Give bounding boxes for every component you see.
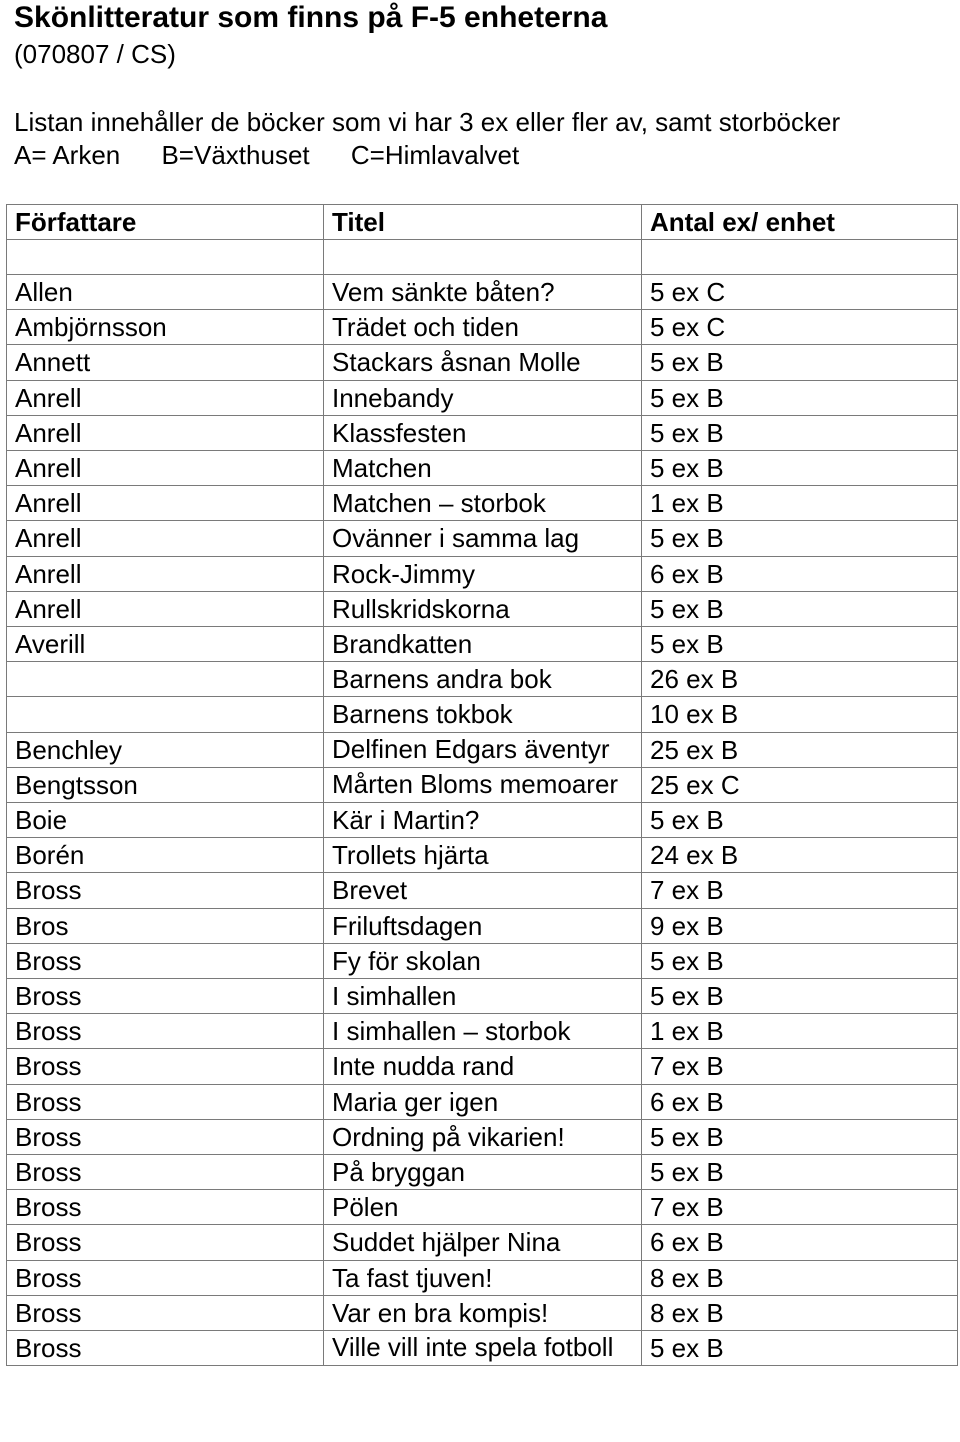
cell-title: Ordning på vikarien! xyxy=(324,1119,642,1154)
table-row xyxy=(7,1155,958,1190)
cell-author: Averill xyxy=(7,627,324,662)
cell-author: Bross xyxy=(7,1260,324,1295)
cell-author: Anrell xyxy=(7,486,324,521)
book-table xyxy=(6,204,958,1366)
cell-author: Anrell xyxy=(7,415,324,450)
cell-title: Vem sänkte båten? xyxy=(324,275,642,310)
cell-count: 5 ex B xyxy=(642,979,958,1014)
cell-title: Pölen xyxy=(324,1190,642,1225)
cell-count: 6 ex B xyxy=(642,1084,958,1119)
spacer-cell xyxy=(7,240,324,275)
table-row xyxy=(7,627,958,662)
cell-count: 7 ex B xyxy=(642,1049,958,1084)
cell-author: Bros xyxy=(7,908,324,943)
cell-count: 5 ex B xyxy=(642,1155,958,1190)
cell-title: Innebandy xyxy=(324,380,642,415)
cell-author: Boie xyxy=(7,803,324,838)
cell-author: Bross xyxy=(7,1049,324,1084)
cell-author: Bross xyxy=(7,943,324,978)
cell-author: Bross xyxy=(7,1295,324,1330)
cell-title: På bryggan xyxy=(324,1155,642,1190)
cell-title: Friluftsdagen xyxy=(324,908,642,943)
cell-author: Anrell xyxy=(7,591,324,626)
table-row xyxy=(7,803,958,838)
cell-author: Bross xyxy=(7,1225,324,1260)
table-row xyxy=(7,1225,958,1260)
cell-author: Borén xyxy=(7,838,324,873)
cell-count: 7 ex B xyxy=(642,873,958,908)
cell-count: 5 ex B xyxy=(642,943,958,978)
table-row xyxy=(7,943,958,978)
cell-count: 5 ex B xyxy=(642,1119,958,1154)
cell-count: 7 ex B xyxy=(642,1190,958,1225)
cell-author: Bross xyxy=(7,1155,324,1190)
table-row xyxy=(7,697,958,732)
cell-author: Allen xyxy=(7,275,324,310)
cell-title: Trädet och tiden xyxy=(324,310,642,345)
table-body xyxy=(7,240,958,1366)
table-row xyxy=(7,979,958,1014)
legend-item-a: A= Arken xyxy=(14,140,121,170)
cell-author: Bengtsson xyxy=(7,767,324,802)
page-title: Skönlitteratur som finns på F-5 enheterna xyxy=(14,1,608,34)
table-row xyxy=(7,767,958,802)
legend-item-c: C=Himlavalvet xyxy=(350,140,520,170)
legend-item-b: B=Växthuset xyxy=(161,140,310,170)
cell-title: Matchen – storbok xyxy=(324,486,642,521)
table-row xyxy=(7,1331,958,1366)
cell-title: Barnens andra bok xyxy=(324,662,642,697)
cell-author: Benchley xyxy=(7,732,324,767)
spacer-cell xyxy=(324,240,642,275)
cell-author: Bross xyxy=(7,1119,324,1154)
cell-author: Annett xyxy=(7,345,324,380)
cell-count: 5 ex C xyxy=(642,310,958,345)
cell-title: Ville vill inte spela fotboll xyxy=(324,1331,642,1366)
cell-title: Delfinen Edgars äventyr xyxy=(324,732,642,767)
cell-count: 5 ex C xyxy=(642,275,958,310)
cell-count: 25 ex C xyxy=(642,767,958,802)
cell-count: 24 ex B xyxy=(642,838,958,873)
cell-title: Ta fast tjuven! xyxy=(324,1260,642,1295)
table-row xyxy=(7,1295,958,1330)
cell-title: Stackars åsnan Molle xyxy=(324,345,642,380)
cell-title: Suddet hjälper Nina xyxy=(324,1225,642,1260)
table-row xyxy=(7,415,958,450)
cell-title: Brevet xyxy=(324,873,642,908)
cell-count: 1 ex B xyxy=(642,1014,958,1049)
cell-count: 5 ex B xyxy=(642,591,958,626)
cell-count: 1 ex B xyxy=(642,486,958,521)
table-row xyxy=(7,486,958,521)
table-row xyxy=(7,1084,958,1119)
cell-count: 5 ex B xyxy=(642,521,958,556)
cell-title: Trollets hjärta xyxy=(324,838,642,873)
cell-title: Klassfesten xyxy=(324,415,642,450)
header-author: Författare xyxy=(7,205,324,240)
cell-title: I simhallen – storbok xyxy=(324,1014,642,1049)
table-row xyxy=(7,732,958,767)
cell-count: 10 ex B xyxy=(642,697,958,732)
document-description: Listan innehåller de böcker som vi har 3 ex eller fler av, samt storböcker xyxy=(14,107,841,137)
cell-author xyxy=(7,662,324,697)
cell-count: 9 ex B xyxy=(642,908,958,943)
cell-title: Barnens tokbok xyxy=(324,697,642,732)
cell-author: Bross xyxy=(7,1190,324,1225)
cell-count: 5 ex B xyxy=(642,415,958,450)
cell-count: 26 ex B xyxy=(642,662,958,697)
cell-count: 5 ex B xyxy=(642,345,958,380)
table-spacer-row xyxy=(7,240,958,275)
cell-count: 8 ex B xyxy=(642,1260,958,1295)
table-row xyxy=(7,556,958,591)
table-row xyxy=(7,838,958,873)
header-title: Titel xyxy=(324,205,642,240)
cell-title: Matchen xyxy=(324,451,642,486)
cell-author: Bross xyxy=(7,1084,324,1119)
table-row xyxy=(7,908,958,943)
cell-author: Bross xyxy=(7,979,324,1014)
cell-count: 25 ex B xyxy=(642,732,958,767)
cell-author: Anrell xyxy=(7,451,324,486)
table-row xyxy=(7,1049,958,1084)
table-row xyxy=(7,873,958,908)
table-row xyxy=(7,1260,958,1295)
cell-count: 6 ex B xyxy=(642,1225,958,1260)
table-row xyxy=(7,1190,958,1225)
cell-title: I simhallen xyxy=(324,979,642,1014)
table-row xyxy=(7,591,958,626)
cell-count: 5 ex B xyxy=(642,380,958,415)
cell-count: 5 ex B xyxy=(642,451,958,486)
table-row xyxy=(7,310,958,345)
table-row xyxy=(7,662,958,697)
document-subtitle: (070807 / CS) xyxy=(14,39,176,69)
table-row xyxy=(7,521,958,556)
unit-legend xyxy=(14,139,553,171)
cell-title: Rock-Jimmy xyxy=(324,556,642,591)
cell-title: Kär i Martin? xyxy=(324,803,642,838)
table-row xyxy=(7,275,958,310)
cell-title: Inte nudda rand xyxy=(324,1049,642,1084)
cell-author xyxy=(7,697,324,732)
cell-count: 6 ex B xyxy=(642,556,958,591)
table-row xyxy=(7,1119,958,1154)
cell-author: Bross xyxy=(7,873,324,908)
cell-author: Anrell xyxy=(7,380,324,415)
cell-author: Anrell xyxy=(7,521,324,556)
spacer-cell xyxy=(642,240,958,275)
cell-author: Bross xyxy=(7,1331,324,1366)
cell-title: Brandkatten xyxy=(324,627,642,662)
cell-count: 5 ex B xyxy=(642,803,958,838)
cell-count: 8 ex B xyxy=(642,1295,958,1330)
table-row xyxy=(7,345,958,380)
table-row xyxy=(7,380,958,415)
cell-title: Mårten Bloms memoarer xyxy=(324,767,642,802)
table-row xyxy=(7,1014,958,1049)
cell-count: 5 ex B xyxy=(642,627,958,662)
table-header-row xyxy=(7,205,958,240)
cell-title: Rullskridskorna xyxy=(324,591,642,626)
cell-author: Anrell xyxy=(7,556,324,591)
cell-title: Fy för skolan xyxy=(324,943,642,978)
cell-title: Maria ger igen xyxy=(324,1084,642,1119)
cell-count: 5 ex B xyxy=(642,1331,958,1366)
cell-author: Bross xyxy=(7,1014,324,1049)
cell-title: Ovänner i samma lag xyxy=(324,521,642,556)
table-row xyxy=(7,451,958,486)
cell-author: Ambjörnsson xyxy=(7,310,324,345)
cell-title: Var en bra kompis! xyxy=(324,1295,642,1330)
header-count: Antal ex/ enhet xyxy=(642,205,958,240)
